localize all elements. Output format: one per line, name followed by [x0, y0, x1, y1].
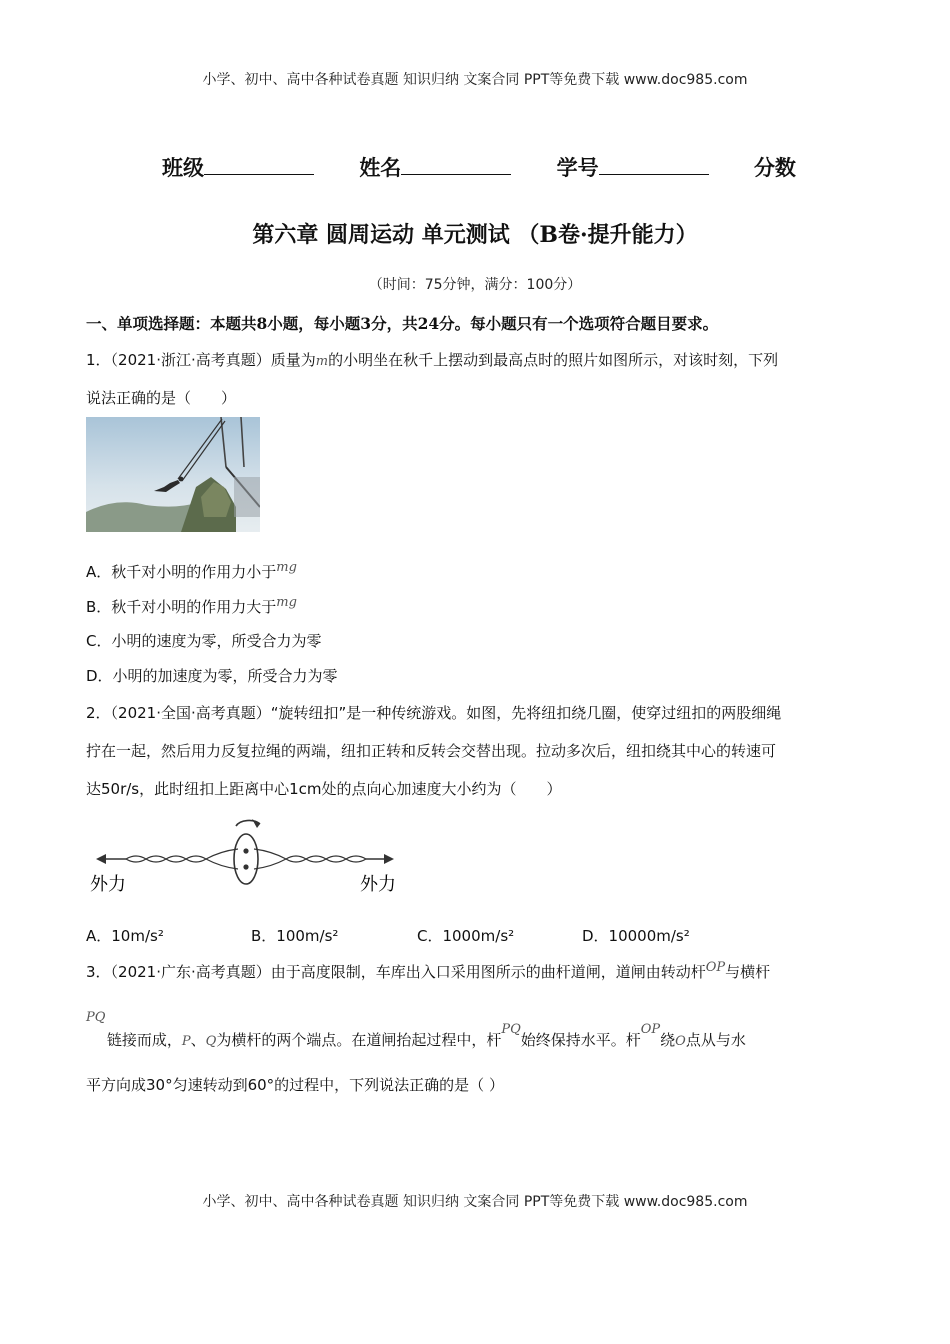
- name-blank: [401, 154, 511, 175]
- var-op-2: OP: [640, 1022, 661, 1037]
- q2-option-b[interactable]: B．100m/s²: [251, 927, 339, 945]
- name-field: [359, 152, 511, 182]
- number-field: [557, 152, 709, 182]
- q2-line2: 拧在一起，然后用力反复拉绳的两端，纽扣正转和反转会交替出现。拉动多次后，纽扣绕其中心的转速可: [86, 742, 777, 760]
- button-string-diagram: [86, 812, 416, 897]
- q2-option-d[interactable]: D．10000m/s²: [582, 927, 690, 945]
- q1-line2: 说法正确的是（ ）: [86, 389, 237, 407]
- var-op: OP: [705, 960, 726, 975]
- number-label: 学号: [556, 155, 599, 180]
- force-label-left: 外力: [90, 874, 126, 895]
- var-pq-2: PQ: [501, 1022, 521, 1037]
- q2-option-c[interactable]: C．1000m/s²: [417, 927, 515, 945]
- q3-line2-text: 链接而成，P、Q为横杆的两个端点。在道闸抬起过程中，杆PQ始终保持水平。杆OP绕O点从与水: [106, 1022, 746, 1049]
- q1-var-m: m: [315, 354, 329, 369]
- mg-symbol: mg: [276, 560, 297, 575]
- q2-option-a[interactable]: A．10m/s²: [86, 927, 164, 945]
- exam-info: （时间：75分钟，满分：100分）: [368, 277, 582, 293]
- q1-text-a: 1．（2021·浙江·高考真题）质量为: [86, 351, 316, 369]
- mg-symbol: mg: [276, 595, 297, 610]
- q1-text-b: 的小明坐在秋千上摆动到最高点时的照片如图所示，对该时刻，下列: [328, 351, 779, 369]
- q2-line3: 达50r/s，此时纽扣上距离中心1cm处的点向心加速度大小约为（ ）: [86, 780, 562, 798]
- page-header: 小学、初中、高中各种试卷真题 知识归纳 文案合同 PPT等免费下载 www.doc985.com: [202, 72, 748, 88]
- q3-line1: 3．（2021·广东·高考真题）由于高度限制，车库出入口采用图所示的曲杆道闸，道闸由转动杆OP与横杆: [86, 960, 771, 981]
- score-label: 分数: [753, 155, 796, 180]
- class-blank: [204, 154, 314, 175]
- q2-line1: 2．（2021·全国·高考真题）“旋转纽扣”是一种传统游戏。如图，先将纽扣绕几圈，使穿过纽扣的两股细绳: [86, 704, 782, 722]
- score-field: [754, 152, 796, 182]
- q1-line1: [86, 349, 778, 370]
- student-info-fields: [162, 152, 834, 182]
- q1-option-d[interactable]: D．小明的加速度为零，所受合力为零: [86, 667, 338, 685]
- class-label: 班级: [162, 155, 204, 180]
- section-heading: 一、单项选择题：本题共8小题，每小题3分，共24分。每小题只有一个选项符合题目要求。: [86, 314, 719, 333]
- q1-option-c[interactable]: C．小明的速度为零，所受合力为零: [86, 632, 322, 650]
- name-label: 姓名: [359, 155, 402, 180]
- var-pq: PQ: [86, 1010, 106, 1025]
- page-footer: 小学、初中、高中各种试卷真题 知识归纳 文案合同 PPT等免费下载 www.doc985.com: [202, 1194, 748, 1210]
- swing-photo: [86, 417, 260, 532]
- page-title: 第六章 圆周运动 单元测试 （B卷·提升能力）: [252, 222, 698, 248]
- q1-option-b[interactable]: B．秋千对小明的作用力大于mg: [86, 595, 297, 616]
- force-label-right: 外力: [360, 874, 396, 895]
- q1-option-a[interactable]: A．秋千对小明的作用力小于mg: [86, 560, 297, 581]
- number-blank: [599, 154, 709, 175]
- class-field: [162, 152, 314, 182]
- q3-line3: 平方向成30°匀速转动到60°的过程中，下列说法正确的是（ ）: [86, 1076, 504, 1094]
